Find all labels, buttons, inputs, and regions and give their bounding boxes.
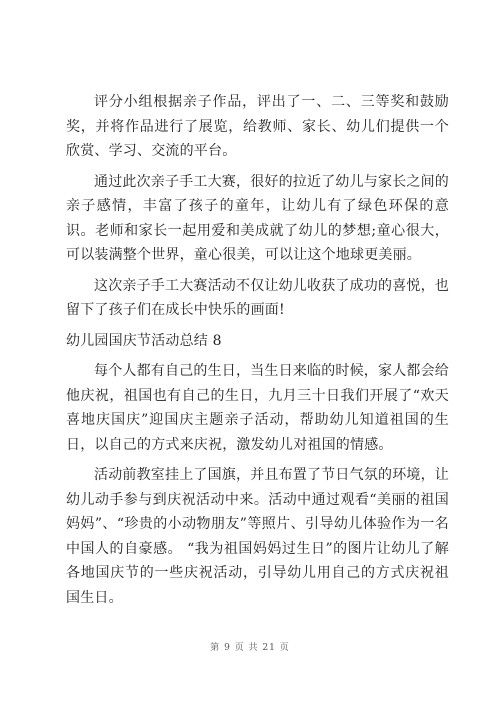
document-body — [66, 90, 449, 616]
paragraph-parent-child-bond: 通过此次亲子手工大赛，很好的拉近了幼儿与家长之间的亲子感情，丰富了孩子的童年，让幼儿有了绿色环保的意识。老师和家长一起用爱和美成就了幼儿的梦想;童心很大，可以装满整个世界，童心很美，可以让这个地球更美丽。 — [66, 173, 449, 263]
paragraph-national-day-intro: 每个人都有自己的生日，当生日来临的时候，家人都会给他庆祝，祖国也有自己的生日，九月三十日我们开展了“欢天喜地庆国庆”迎国庆主题亲子活动，帮助幼儿知道祖国的生日，以自己的方式来庆祝，激发幼儿对祖国的情感。 — [66, 363, 449, 453]
paragraph-award-review: 评分小组根据亲子作品，评出了一、二、三等奖和鼓励奖，并将作品进行了展览，给教师、家长、幼儿们提供一个欣赏、学习、交流的平台。 — [66, 94, 449, 159]
page-number-footer: 第 9 页 共 21 页 — [210, 643, 290, 653]
paragraph-contest-summary: 这次亲子手工大赛活动不仅让幼儿收获了成功的喜悦，也留下了孩子们在成长中快乐的画面! — [66, 277, 449, 318]
paragraph-national-day-activities: 活动前教室挂上了国旗，并且布置了节日气氛的环境，让幼儿动手参与到庆祝活动中来。活动中通过观看“美丽的祖国妈妈”、“珍贵的小动物朋友”等照片、引导幼儿体验作为一名中国人的自豪感。 “我为祖国妈妈过生日”的图片让幼儿了解各地国庆节的一些庆祝活动，引导幼儿用自己的方式庆祝祖国生日。 — [66, 467, 449, 606]
section-title: 幼儿园国庆节活动总结 8 — [66, 332, 222, 349]
